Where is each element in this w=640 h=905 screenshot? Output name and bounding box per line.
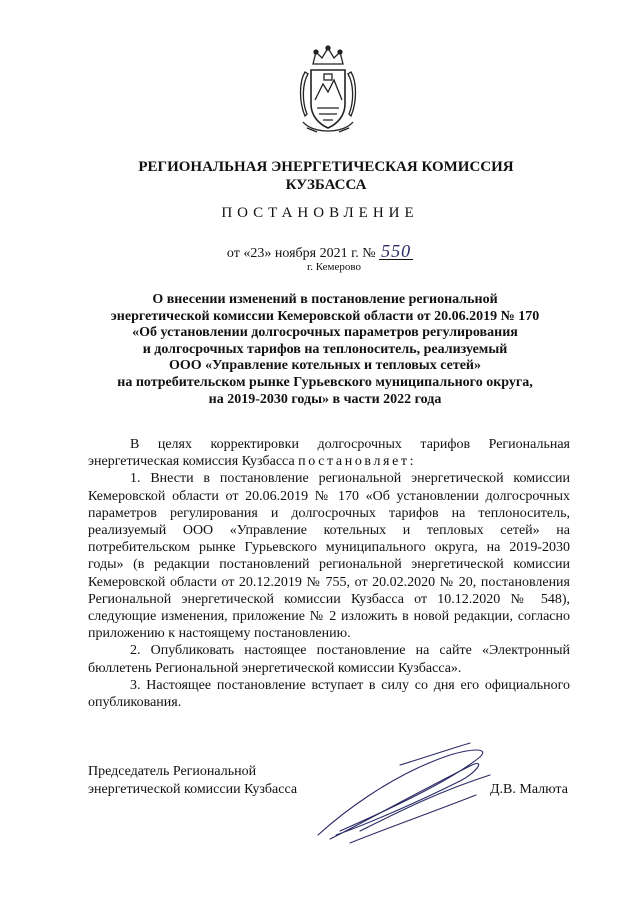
signatory-title (88, 763, 297, 799)
organization-name (0, 158, 640, 194)
intro-text: В целях корректировки долгосрочных тарифов Региональная энергетическая комиссия Кузбасса (88, 437, 570, 470)
subject-line: О внесении изменений в постановление региональной (152, 292, 498, 307)
handwritten-number: 550 (381, 241, 412, 261)
signatory-title-line-1: Председатель Региональной (88, 764, 257, 779)
document-subject (70, 292, 580, 408)
handwritten-signature (300, 735, 500, 855)
item-3: 3. Настоящее постановление вступает в силу со дня его официального опубликования. (88, 677, 570, 711)
subject-line: энергетической комиссии Кемеровской области от 20.06.2019 № 170 (110, 308, 540, 324)
org-line-2: КУЗБАССА (285, 177, 367, 193)
subject-line: ООО «Управление котельных и тепловых сетей» (169, 358, 481, 374)
org-line-1: РЕГИОНАЛЬНАЯ ЭНЕРГЕТИЧЕСКАЯ КОМИССИЯ (138, 159, 514, 175)
subject-line: на 2019-2030 годы» в части 2022 года (208, 391, 442, 407)
date-text: от «23» ноября 2021 г. № (226, 246, 376, 261)
subject-line: и долгосрочных тарифов на теплоноситель, реализуемый (142, 341, 508, 357)
date-line (0, 241, 640, 262)
item-2: 2. Опубликовать настоящее постановление на сайте «Электронный бюллетень Региональной энергетической комиссии Кузбасса». (88, 643, 570, 676)
subject-line: на потребительском рынке Гурьевского муниципального округа, (117, 374, 533, 390)
intro-paragraph (88, 436, 570, 470)
signatory-title-line-2: энергетической комиссии Кузбасса (88, 782, 298, 797)
coat-of-arms-emblem (297, 42, 359, 138)
signatory-name: Д.В. Малюта (490, 782, 568, 797)
decree-word: постановляет: (298, 454, 417, 470)
document-body (88, 436, 570, 711)
item-1: 1. Внести в постановление региональной энергетической комиссии Кемеровской области от 20.06.2019 № 170 «Об установлении долгосрочных параметров регулирования и долгосрочных тарифов на теплоноситель, реализуемый ООО «Управление котельных и тепловых сетей» на потребительском рынке Гурьевского муниципального округа, на 2019-2030 годы» (в редакции постановлений региональной энергетической комиссии Кемеровской области от 20.12.2019 № 755, от 20.02.2020 № 20, постановления Региональной энергетической комиссии Кузбасса от 10.12.2020 № 548), следующие изменения, приложение № 2 изложить в новой редакции, согласно приложению к настоящему постановлению. (88, 471, 570, 642)
document-type: ПОСТАНОВЛЕНИЕ (221, 205, 419, 221)
city: г. Кемерово (306, 261, 362, 273)
subject-line: «Об установлении долгосрочных параметров регулирования (132, 325, 518, 341)
